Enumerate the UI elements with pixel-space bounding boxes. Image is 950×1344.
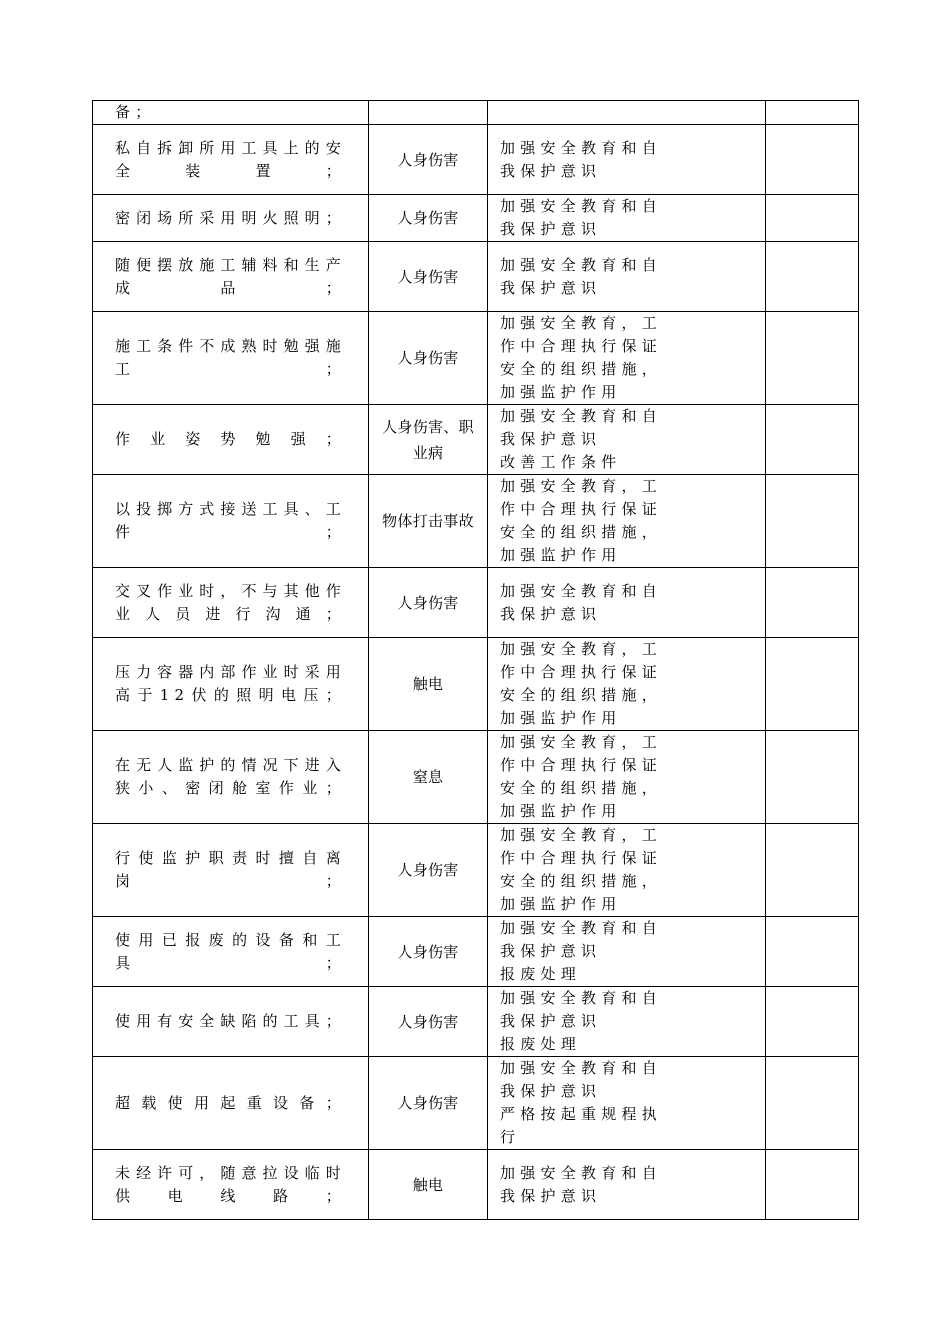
measure-line: 加强安全教育和自 bbox=[500, 989, 663, 1007]
consequence-text: 人身伤害 bbox=[397, 1012, 459, 1031]
measure-line: 作中合理执行保证 bbox=[500, 337, 663, 355]
consequence-cell bbox=[369, 101, 488, 125]
remark-cell bbox=[766, 242, 859, 312]
measure-line: 我保护意识 bbox=[500, 1186, 602, 1205]
table-row bbox=[93, 638, 859, 731]
hazard-text: 私自拆卸所用工具上的安全装置； bbox=[115, 138, 346, 180]
consequence-text: 人身伤害 bbox=[397, 150, 459, 169]
measures-cell bbox=[488, 1150, 766, 1220]
measure-line: 安全的组织措施， bbox=[500, 523, 663, 541]
hazard-cell bbox=[93, 987, 369, 1057]
measures-cell bbox=[488, 917, 766, 987]
table-row bbox=[93, 1057, 859, 1150]
consequence-cell bbox=[369, 475, 488, 568]
measure-line: 作中合理执行保证 bbox=[500, 663, 663, 681]
consequence-text: 触电 bbox=[412, 675, 444, 693]
table-body bbox=[93, 101, 859, 1220]
consequence-text: 窒息 bbox=[412, 768, 444, 786]
measure-line: 加强监护作用 bbox=[500, 802, 622, 820]
table-row bbox=[93, 195, 859, 242]
consequence-cell bbox=[369, 917, 488, 987]
hazard-text: 以投掷方式接送工具、工件； bbox=[115, 500, 346, 541]
measure-line: 加强安全教育和自 bbox=[500, 919, 663, 937]
hazard-text: 超载使用起重设备； bbox=[115, 1093, 346, 1112]
consequence-cell bbox=[369, 1150, 488, 1220]
measure-line: 报废处理 bbox=[500, 1035, 582, 1053]
hazard-text: 密闭场所采用明火照明； bbox=[115, 208, 346, 227]
consequence-text: 触电 bbox=[412, 1175, 444, 1194]
table-row bbox=[93, 1150, 859, 1220]
remark-cell bbox=[766, 475, 859, 568]
hazard-cell bbox=[93, 568, 369, 638]
measure-line: 加强安全教育和自 bbox=[500, 1059, 663, 1077]
hazard-cell bbox=[93, 242, 369, 312]
hazard-text: 使用有安全缺陷的工具； bbox=[115, 1012, 346, 1030]
measure-line: 加强安全教育和自 bbox=[500, 138, 663, 157]
table-row bbox=[93, 731, 859, 824]
measures-cell bbox=[488, 987, 766, 1057]
consequence-text: 人身伤害 bbox=[397, 267, 459, 286]
remark-cell bbox=[766, 568, 859, 638]
hazard-cell bbox=[93, 125, 369, 195]
measure-line: 加强安全教育和自 bbox=[500, 255, 663, 274]
measure-line: 加强安全教育，工 bbox=[500, 640, 663, 658]
measure-line: 安全的组织措施， bbox=[500, 872, 663, 890]
consequence-text: 人身伤害 bbox=[397, 1094, 459, 1112]
consequence-text: 物体打击事故 bbox=[382, 512, 474, 530]
hazard-text: 在无人监护的情况下进入狭小、密闭舱室作业； bbox=[115, 756, 346, 797]
table-row bbox=[93, 987, 859, 1057]
consequence-cell bbox=[369, 195, 488, 242]
consequence-cell bbox=[369, 242, 488, 312]
measures-cell bbox=[488, 242, 766, 312]
measure-line: 报废处理 bbox=[500, 965, 582, 983]
consequence-cell bbox=[369, 731, 488, 824]
consequence-cell bbox=[369, 312, 488, 405]
measure-line: 作中合理执行保证 bbox=[500, 756, 663, 774]
measure-line: 我保护意识 bbox=[500, 1012, 602, 1030]
measures-cell bbox=[488, 824, 766, 917]
measures-cell bbox=[488, 568, 766, 638]
measure-line: 加强安全教育，工 bbox=[500, 826, 663, 844]
hazard-cell bbox=[93, 195, 369, 242]
hazard-cell bbox=[93, 405, 369, 475]
measure-line: 安全的组织措施， bbox=[500, 779, 663, 797]
measures-cell bbox=[488, 1057, 766, 1150]
consequence-cell bbox=[369, 638, 488, 731]
measure-line: 我保护意识 bbox=[500, 430, 602, 448]
hazard-cell bbox=[93, 1150, 369, 1220]
hazard-cell bbox=[93, 731, 369, 824]
measure-line: 加强监护作用 bbox=[500, 895, 622, 913]
measures-cell bbox=[488, 195, 766, 242]
hazard-cell bbox=[93, 917, 369, 987]
remark-cell bbox=[766, 987, 859, 1057]
remark-cell bbox=[766, 195, 859, 242]
table-row bbox=[93, 824, 859, 917]
measure-line: 我保护意识 bbox=[500, 278, 602, 297]
consequence-cell bbox=[369, 1057, 488, 1150]
consequence-text: 人身伤害 bbox=[397, 942, 459, 961]
measures-cell bbox=[488, 312, 766, 405]
remark-cell bbox=[766, 638, 859, 731]
measure-line: 加强安全教育和自 bbox=[500, 407, 663, 425]
table-row bbox=[93, 101, 859, 125]
measures-cell bbox=[488, 101, 766, 125]
hazard-text: 未经许可，随意拉设临时供电线路； bbox=[115, 1163, 346, 1205]
measure-line: 加强监护作用 bbox=[500, 709, 622, 727]
measure-line: 加强安全教育和自 bbox=[500, 197, 663, 215]
measure-line: 行 bbox=[500, 1128, 521, 1146]
consequence-cell bbox=[369, 125, 488, 195]
measure-line: 严格按起重规程执 bbox=[500, 1105, 663, 1123]
hazard-text: 随便摆放施工辅料和生产成品； bbox=[115, 255, 346, 297]
measures-cell bbox=[488, 405, 766, 475]
table-row bbox=[93, 475, 859, 568]
table-row bbox=[93, 917, 859, 987]
measure-line: 我保护意识 bbox=[500, 1082, 602, 1100]
remark-cell bbox=[766, 125, 859, 195]
hazard-text: 备； bbox=[115, 103, 156, 121]
measure-line: 加强安全教育，工 bbox=[500, 477, 663, 495]
measure-line: 安全的组织措施， bbox=[500, 360, 663, 378]
consequence-text: 人身伤害 bbox=[397, 209, 459, 227]
risk-assessment-table bbox=[92, 100, 859, 1220]
hazard-cell bbox=[93, 101, 369, 125]
measure-line: 加强安全教育和自 bbox=[500, 581, 663, 600]
remark-cell bbox=[766, 824, 859, 917]
measure-line: 我保护意识 bbox=[500, 942, 602, 960]
remark-cell bbox=[766, 101, 859, 125]
hazard-text: 行使监护职责时擅自离岗； bbox=[115, 849, 346, 890]
measure-line: 加强监护作用 bbox=[500, 546, 622, 564]
measure-line: 加强安全教育，工 bbox=[500, 314, 663, 332]
table-row bbox=[93, 242, 859, 312]
consequence-text: 人身伤害 bbox=[397, 349, 459, 367]
hazard-text: 压力容器内部作业时采用高于12伏的照明电压； bbox=[115, 663, 346, 704]
remark-cell bbox=[766, 312, 859, 405]
consequence-cell bbox=[369, 987, 488, 1057]
measures-cell bbox=[488, 731, 766, 824]
hazard-cell bbox=[93, 824, 369, 917]
measure-line: 加强安全教育，工 bbox=[500, 733, 663, 751]
consequence-cell bbox=[369, 568, 488, 638]
hazard-cell bbox=[93, 1057, 369, 1150]
consequence-text: 人身伤害 bbox=[397, 861, 459, 879]
remark-cell bbox=[766, 1057, 859, 1150]
measure-line: 改善工作条件 bbox=[500, 453, 622, 471]
hazard-cell bbox=[93, 475, 369, 568]
table-row bbox=[93, 312, 859, 405]
hazard-text: 施工条件不成熟时勉强施工； bbox=[115, 337, 346, 378]
measure-line: 作中合理执行保证 bbox=[500, 849, 663, 867]
consequence-text: 人身伤害 bbox=[397, 593, 459, 612]
measure-line: 加强监护作用 bbox=[500, 383, 622, 401]
remark-cell bbox=[766, 1150, 859, 1220]
table-row bbox=[93, 568, 859, 638]
consequence-cell bbox=[369, 405, 488, 475]
measure-line: 我保护意识 bbox=[500, 220, 602, 238]
consequence-text: 人身伤害、职业病 bbox=[382, 417, 474, 462]
table-row bbox=[93, 125, 859, 195]
measure-line: 我保护意识 bbox=[500, 604, 602, 623]
measures-cell bbox=[488, 475, 766, 568]
hazard-text: 使用已报废的设备和工具； bbox=[115, 930, 346, 972]
measure-line: 安全的组织措施， bbox=[500, 686, 663, 704]
measure-line: 作中合理执行保证 bbox=[500, 500, 663, 518]
measure-line: 加强安全教育和自 bbox=[500, 1163, 663, 1182]
measures-cell bbox=[488, 125, 766, 195]
remark-cell bbox=[766, 731, 859, 824]
hazard-text: 作业姿势勉强； bbox=[115, 430, 346, 448]
remark-cell bbox=[766, 917, 859, 987]
hazard-cell bbox=[93, 312, 369, 405]
hazard-cell bbox=[93, 638, 369, 731]
measure-line: 我保护意识 bbox=[500, 161, 602, 180]
measures-cell bbox=[488, 638, 766, 731]
hazard-text: 交叉作业时，不与其他作业人员进行沟通； bbox=[115, 581, 346, 623]
table-row bbox=[93, 405, 859, 475]
remark-cell bbox=[766, 405, 859, 475]
consequence-cell bbox=[369, 824, 488, 917]
